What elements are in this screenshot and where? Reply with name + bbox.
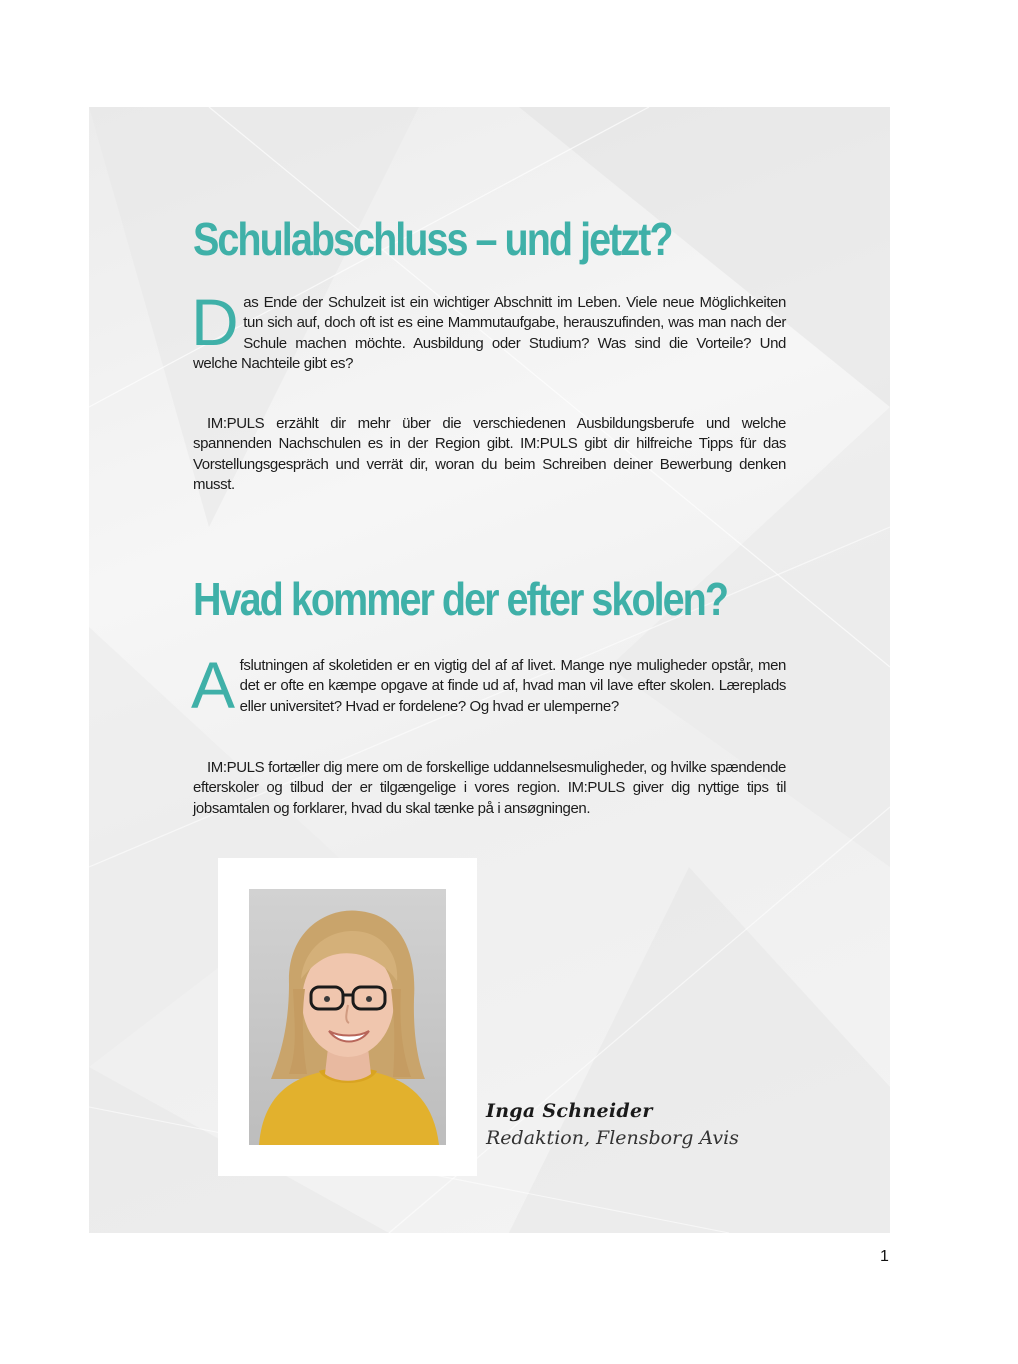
author-photo <box>249 889 446 1145</box>
danish-dropcap: A <box>191 648 235 722</box>
author-byline <box>486 1097 739 1151</box>
german-heading: Schulabschluss – und jetzt? <box>193 213 672 265</box>
page-number: 1 <box>880 1248 889 1265</box>
portrait-illustration <box>249 889 446 1145</box>
danish-body-paragraph: IM:PULS fortæller dig mere om de forskellige uddannelsesmuligheder, og hvilke spændende efterskoler og tilbud der er tilgængelige i vores region. IM:PULS giver dig nyttige tips til jobsamtalen og forklarer, hvad du skal tænke på i ansøgningen. <box>193 759 786 817</box>
danish-intro <box>191 648 786 722</box>
german-intro-paragraph <box>191 285 786 374</box>
author-photo-frame <box>218 858 477 1176</box>
danish-intro-paragraph <box>191 648 786 722</box>
author-name: Inga Schneider <box>486 1100 653 1122</box>
danish-body <box>193 758 786 819</box>
german-section <box>193 212 786 266</box>
german-body-paragraph: IM:PULS erzählt dir mehr über die verschiedenen Ausbildungsberufe und welche spannenden Nachschulen es in der Region gibt. IM:PULS gibt dir hilfreiche Tipps für das Vorstellungsgespräch und verrät dir, woran du beim Schreiben deiner Bewerbung denken musst. <box>193 415 786 493</box>
danish-section <box>193 572 786 626</box>
danish-intro-text: fslutningen af skoletiden er en vigtig del af af livet. Mange nye muligheder opstår, men det er ofte en kæmpe opgave at finde ud af, hvad man vil lave efter skolen. Læreplads eller universitet? Hvad er fordelene? Og hvad er ulemperne? <box>239 657 786 715</box>
danish-heading: Hvad kommer der efter skolen? <box>193 573 728 625</box>
author-role: Redaktion, Flensborg Avis <box>486 1127 739 1149</box>
german-intro <box>191 285 786 374</box>
german-intro-text: as Ende der Schulzeit ist ein wichtiger Abschnitt im Leben. Viele neue Möglichkeiten tun sich auf, doch oft ist es eine Mammutaufgabe, herauszufinden, was man nach der Schule machen möchte. Ausbildung oder Studium? Was sind die Vorteile? Und welche Nachteile gibt es? <box>193 294 786 372</box>
german-dropcap: D <box>191 285 239 359</box>
german-body <box>193 414 786 495</box>
